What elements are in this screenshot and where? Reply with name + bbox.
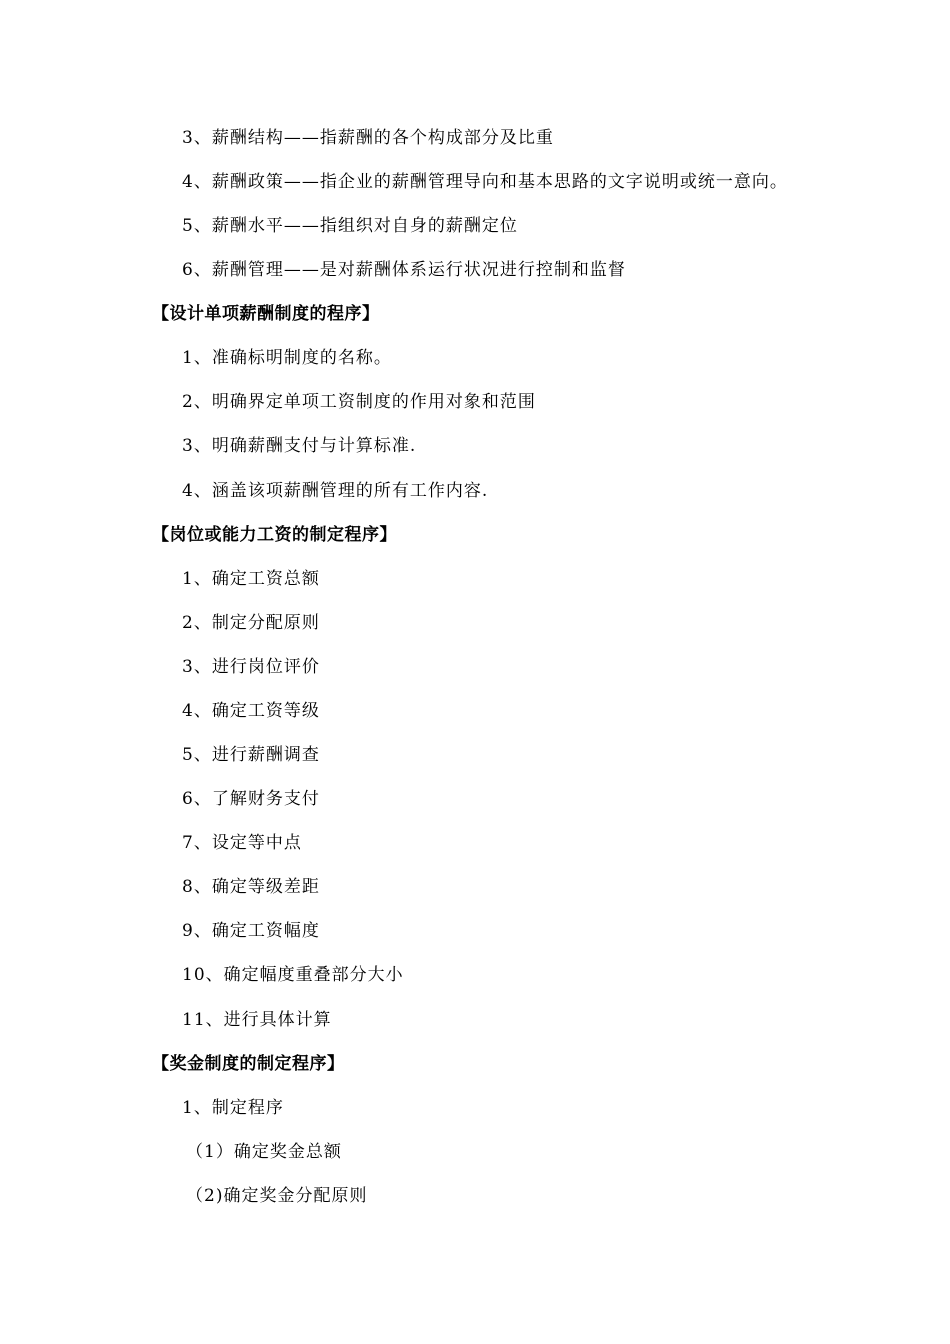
- list-item: 7、设定等中点: [182, 833, 302, 853]
- list-item: 1、制定程序: [182, 1098, 284, 1118]
- list-item: 11、进行具体计算: [182, 1010, 332, 1030]
- list-item: 1、准确标明制度的名称。: [182, 348, 392, 368]
- list-item: 9、确定工资幅度: [182, 921, 320, 941]
- sub-list-item: （2)确定奖金分配原则: [186, 1186, 368, 1206]
- list-item: 10、确定幅度重叠部分大小: [182, 965, 404, 985]
- section-heading: 【岗位或能力工资的制定程序】: [152, 525, 397, 545]
- list-item: 4、确定工资等级: [182, 701, 320, 721]
- list-item: 3、进行岗位评价: [182, 657, 320, 677]
- list-item: 4、涵盖该项薪酬管理的所有工作内容.: [182, 481, 489, 501]
- sub-list-item: （1）确定奖金总额: [186, 1142, 342, 1162]
- list-item: 2、制定分配原则: [182, 613, 320, 633]
- list-item: 3、薪酬结构——指薪酬的各个构成部分及比重: [182, 128, 554, 148]
- list-item: 8、确定等级差距: [182, 877, 320, 897]
- list-item: 1、确定工资总额: [182, 569, 320, 589]
- list-item: 3、明确薪酬支付与计算标准.: [182, 436, 417, 456]
- list-item: 5、进行薪酬调查: [182, 745, 320, 765]
- list-item: 5、薪酬水平——指组织对自身的薪酬定位: [182, 216, 518, 236]
- list-item: 6、了解财务支付: [182, 789, 320, 809]
- list-item: 4、薪酬政策——指企业的薪酬管理导向和基本思路的文字说明或统一意向。: [182, 172, 788, 192]
- list-item: 6、薪酬管理——是对薪酬体系运行状况进行控制和监督: [182, 260, 626, 280]
- section-heading: 【设计单项薪酬制度的程序】: [152, 304, 380, 324]
- section-heading: 【奖金制度的制定程序】: [152, 1054, 345, 1074]
- list-item: 2、明确界定单项工资制度的作用对象和范围: [182, 392, 536, 412]
